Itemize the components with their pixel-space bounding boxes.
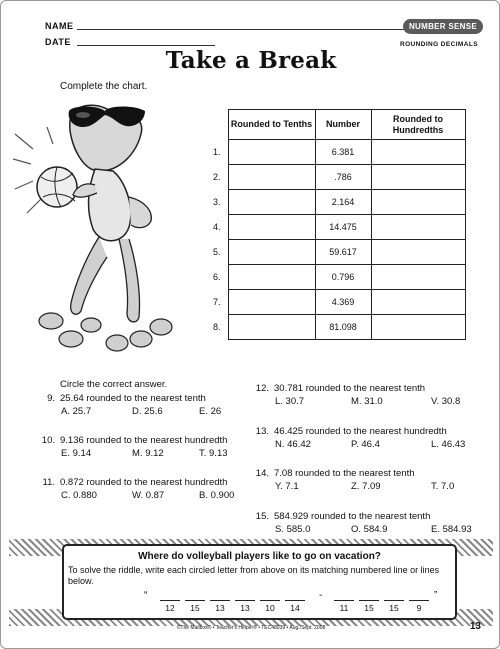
question-13 bbox=[251, 426, 466, 452]
answer-option[interactable]: C. 0.880 bbox=[61, 490, 97, 501]
question-number: 15. bbox=[255, 511, 269, 522]
question-11 bbox=[37, 477, 242, 503]
blank-line bbox=[334, 600, 354, 601]
rounding-chart bbox=[204, 109, 466, 340]
answer-option[interactable]: B. 0.900 bbox=[199, 490, 235, 501]
question-12 bbox=[251, 383, 461, 409]
question-text: 30.781 rounded to the nearest tenth bbox=[274, 383, 426, 394]
hundredths-answer-cell[interactable] bbox=[371, 315, 465, 340]
question-text: 9.136 rounded to the nearest hundredth bbox=[60, 435, 228, 446]
blank-line bbox=[359, 600, 379, 601]
answer-blank[interactable] bbox=[235, 590, 255, 616]
blank-line bbox=[235, 600, 255, 601]
row-number: 8. bbox=[212, 322, 221, 332]
chart-header-blank bbox=[204, 110, 228, 140]
answer-option[interactable]: O. 584.9 bbox=[351, 524, 388, 535]
blank-line bbox=[409, 600, 429, 601]
row-number: 1. bbox=[212, 147, 221, 157]
answer-option[interactable]: E. 9.14 bbox=[61, 448, 92, 459]
page-number: 13 bbox=[469, 621, 481, 632]
chart-header-number: Number bbox=[315, 110, 371, 140]
chart-instruction: Complete the chart. bbox=[60, 81, 148, 92]
number-cell: 2.164 bbox=[315, 190, 371, 215]
blank-line bbox=[285, 600, 305, 601]
row-number: 4. bbox=[212, 222, 221, 232]
open-quote: “ bbox=[144, 590, 148, 601]
row-number: 3. bbox=[212, 197, 221, 207]
blank-number: 13 bbox=[215, 603, 225, 613]
riddle-instruction: To solve the riddle, write each circled letter from above on its matching numbered line or lines below. bbox=[68, 565, 440, 586]
question-9 bbox=[37, 393, 242, 419]
answer-option[interactable]: D. 25.6 bbox=[132, 406, 163, 417]
answer-option[interactable]: T. 7.0 bbox=[431, 481, 455, 492]
table-row bbox=[204, 265, 465, 290]
blank-number: 15 bbox=[389, 603, 399, 613]
answer-option[interactable]: V. 30.8 bbox=[431, 396, 461, 407]
question-10 bbox=[37, 435, 242, 461]
answer-option[interactable]: E. 26 bbox=[199, 406, 222, 417]
close-quote: ” bbox=[434, 590, 438, 601]
question-number: 12. bbox=[255, 383, 269, 394]
answer-option[interactable]: P. 46.4 bbox=[351, 439, 380, 450]
question-text: 7.08 rounded to the nearest tenth bbox=[274, 468, 415, 479]
hundredths-answer-cell[interactable] bbox=[371, 265, 465, 290]
tenths-answer-cell[interactable] bbox=[228, 140, 315, 165]
table-row bbox=[204, 140, 465, 165]
answer-option[interactable]: M. 31.0 bbox=[351, 396, 383, 407]
tenths-answer-cell[interactable] bbox=[228, 290, 315, 315]
blank-number: 9 bbox=[416, 603, 422, 613]
riddle-box bbox=[62, 544, 457, 620]
question-15 bbox=[251, 511, 472, 537]
question-text: 25.64 rounded to the nearest tenth bbox=[60, 393, 206, 404]
tenths-answer-cell[interactable] bbox=[228, 315, 315, 340]
hundredths-answer-cell[interactable] bbox=[371, 165, 465, 190]
number-cell: 81.098 bbox=[315, 315, 371, 340]
hundredths-answer-cell[interactable] bbox=[371, 215, 465, 240]
blank-number: 14 bbox=[290, 603, 300, 613]
blank-number: 10 bbox=[265, 603, 275, 613]
tenths-answer-cell[interactable] bbox=[228, 190, 315, 215]
hundredths-answer-cell[interactable] bbox=[371, 140, 465, 165]
row-number: 7. bbox=[212, 297, 221, 307]
circle-instruction: Circle the correct answer. bbox=[60, 379, 168, 390]
answer-blank[interactable] bbox=[185, 590, 205, 616]
blank-line bbox=[185, 600, 205, 601]
answer-blank[interactable] bbox=[260, 590, 280, 616]
tenths-answer-cell[interactable] bbox=[228, 215, 315, 240]
answer-blank[interactable] bbox=[210, 590, 230, 616]
answer-option[interactable]: E. 584.93 bbox=[431, 524, 472, 535]
answer-option[interactable]: L. 30.7 bbox=[275, 396, 305, 407]
name-label: NAME bbox=[45, 21, 74, 31]
table-row bbox=[204, 165, 465, 190]
topic-badge: NUMBER SENSE bbox=[403, 19, 483, 34]
table-row bbox=[204, 290, 465, 315]
answer-blank[interactable] bbox=[334, 590, 354, 616]
subtopic-label: ROUNDING DECIMALS bbox=[400, 41, 478, 48]
tenths-answer-cell[interactable] bbox=[228, 265, 315, 290]
blank-line bbox=[384, 600, 404, 601]
blank-number: 11 bbox=[339, 603, 349, 613]
question-text: 0.872 rounded to the nearest hundredth bbox=[60, 477, 228, 488]
date-line[interactable] bbox=[77, 45, 215, 46]
frog-illustration bbox=[13, 89, 193, 359]
question-text: 584.929 rounded to the nearest tenth bbox=[274, 511, 431, 522]
question-number: 10. bbox=[41, 435, 55, 446]
riddle-question: Where do volleyball players like to go on vacation? bbox=[138, 551, 381, 562]
table-row bbox=[204, 240, 465, 265]
row-number: 2. bbox=[212, 172, 221, 182]
name-field bbox=[45, 21, 74, 31]
chart-header-hundredths: Rounded to Hundredths bbox=[371, 110, 465, 140]
number-cell: 0.796 bbox=[315, 265, 371, 290]
blank-line bbox=[210, 600, 230, 601]
question-number: 13. bbox=[255, 426, 269, 437]
answer-option[interactable]: T. 9.13 bbox=[199, 448, 228, 459]
dash: - bbox=[319, 590, 323, 601]
answer-blank[interactable] bbox=[359, 590, 379, 616]
number-cell: 4.369 bbox=[315, 290, 371, 315]
answer-option[interactable]: Z. 7.09 bbox=[351, 481, 381, 492]
blank-line bbox=[160, 600, 180, 601]
hundredths-answer-cell[interactable] bbox=[371, 190, 465, 215]
tenths-answer-cell[interactable] bbox=[228, 165, 315, 190]
answer-option[interactable]: M. 9.12 bbox=[132, 448, 164, 459]
question-number: 14. bbox=[255, 468, 269, 479]
number-cell: .786 bbox=[315, 165, 371, 190]
answer-option[interactable]: W. 0.87 bbox=[132, 490, 165, 501]
number-cell: 59.617 bbox=[315, 240, 371, 265]
table-row bbox=[204, 315, 465, 340]
answer-option[interactable]: Y. 7.1 bbox=[275, 481, 299, 492]
name-line[interactable] bbox=[77, 29, 431, 30]
blank-number: 15 bbox=[364, 603, 374, 613]
row-number: 6. bbox=[212, 272, 221, 282]
question-number: 11. bbox=[42, 477, 55, 488]
number-cell: 14.475 bbox=[315, 215, 371, 240]
answer-blank[interactable] bbox=[409, 590, 429, 616]
date-field bbox=[45, 37, 71, 47]
row-number: 5. bbox=[212, 247, 221, 257]
question-14 bbox=[251, 468, 456, 494]
question-text: 46.425 rounded to the nearest hundredth bbox=[274, 426, 447, 437]
answer-blank[interactable] bbox=[384, 590, 404, 616]
blank-number: 15 bbox=[190, 603, 200, 613]
blank-line bbox=[260, 600, 280, 601]
tenths-answer-cell[interactable] bbox=[228, 240, 315, 265]
riddle-answer-blanks bbox=[144, 590, 444, 616]
table-row bbox=[204, 190, 465, 215]
answer-option[interactable]: S. 585.0 bbox=[275, 524, 311, 535]
chart-header-tenths: Rounded to Tenths bbox=[228, 110, 315, 140]
hundredths-answer-cell[interactable] bbox=[371, 290, 465, 315]
footer-credit: ©The Mailbox® • Teacher's Helper® • TEC48039 • Aug./Sept. 2008 bbox=[176, 625, 326, 631]
blank-number: 12 bbox=[165, 603, 175, 613]
answer-blank[interactable] bbox=[285, 590, 305, 616]
hundredths-answer-cell[interactable] bbox=[371, 240, 465, 265]
answer-option[interactable]: N. 46.42 bbox=[275, 439, 311, 450]
number-cell: 6.381 bbox=[315, 140, 371, 165]
question-number: 9. bbox=[47, 393, 55, 404]
answer-blank[interactable] bbox=[160, 590, 180, 616]
date-label: DATE bbox=[45, 37, 71, 47]
blank-number: 13 bbox=[240, 603, 250, 613]
table-row bbox=[204, 215, 465, 240]
chart-header-row bbox=[204, 110, 465, 140]
page-title: Take a Break bbox=[165, 47, 337, 74]
answer-option[interactable]: A. 25.7 bbox=[61, 406, 92, 417]
answer-option[interactable]: L. 46.43 bbox=[431, 439, 466, 450]
